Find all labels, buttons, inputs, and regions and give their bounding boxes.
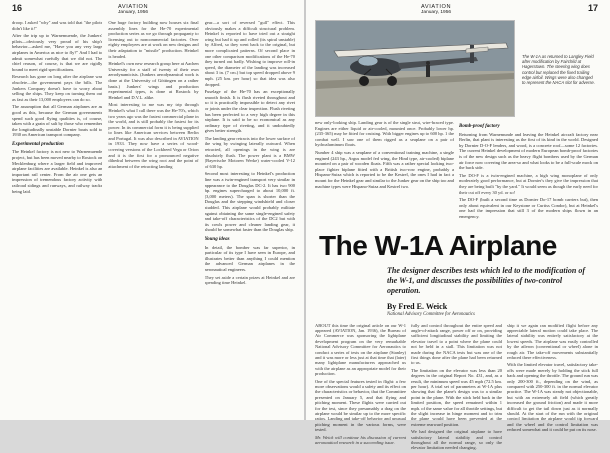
paragraph: Number 4 ship was a seaplane of a conventional training machine, a single engined (243 hp., Argus model fed wing, the Hind type, air-cooled) biplane mounted on a pair of wooden floats. Fifth was a rather special looking two-place fighter biplane fitted with a British two-row engine, probably a Hispano-Suiza which is reported to be the Kestrel, the ones I had in fact a mount for the Heinkel gear and similar to the Junker gear on the ship too and machine types were Hispano-Suiza and Kestrel two. — [315, 149, 454, 189]
left-page-header — [12, 4, 295, 20]
right-upper-column-2 — [459, 120, 598, 222]
left-column-2 — [108, 20, 198, 288]
paragraph: One huge factory building now houses six final assembly lines for the He-70 experimental production series as we go through propaganty to licensing out to noncommercial factories. Over eighty employees are at work on new designs and their adaptation to "missile" production. Heinkel is headed. — [108, 20, 199, 59]
paragraph: gear—a sort of reversed "gull" effect. This obviously makes a difficult structural problem. Heinkel is reported to have tried out a straight wing but had it up and rolled (its spiral unstable) by Alfred, so they went back to the original, but more complicated patterns. Of second place in one other comparison modifications of the He-70 they turned out badly. Wishing to improve roll-in speed, the diameter of the landing was increased about 3 in. (7 cm.) but top speed dropped above 9 mph. (25 km. per hour) so that idea was also dropped. — [204, 20, 295, 87]
paragraph: The DO-F is a twin-engined machine, a high wing monoplane of only moderately good performance, but at Dornier's they give the impression that they are being built "by the yard." It would seem as though the early need for their cut off every 30 yd. or so! — [459, 172, 598, 195]
body-column-3 — [507, 323, 598, 453]
right-magazine-title: AVIATION January, 1956 — [421, 4, 452, 15]
paragraph: ABOUT this time the original article on our W-1 appeared (AVIATION, Jan. 1936), the Bureau of Air Commerce was sponsoring the lightplane development program on the very remarkable National Advisory Committee for Aeronautics to conduct a series of tests on the airplane (Stanley) and it was more or less just at that time that (later) many lightplane manufacturers approached us with the airplane as an appropriate model for their production. — [315, 322, 406, 377]
left-column-3 — [205, 20, 295, 288]
paragraph: They set aside a certain prizes at Heinkel and are spending time Heinkel. — [204, 274, 295, 286]
body-column-2 — [411, 323, 502, 453]
article-body-columns — [315, 323, 598, 453]
w1a-airplane-illustration — [316, 21, 514, 116]
article-byline: By Fred E. Weick — [387, 301, 448, 311]
paragraph: With the limited elevator travel, satisfactory take-offs were made merely by holding the stick full back and opening the throttle. The ground run was only 200-300 ft., depending on the wind, as compared with 250-300 ft. in the normal elevator practice. The W-1A was steady not objectionable, but with an extremely aft field (which greatly increased the ground friction) and made it more difficult to get the tail down just as it normally should. At the start of the run with the original control limitation the airplane would tip forward and the wheel and the control limitation was reduced somewhat and it could be put on its nose. — [507, 362, 598, 433]
article-deck: The designer describes tests which led to the modification of the W-1, and discusses the possibilities of two-control operation. — [387, 265, 585, 295]
right-page — [305, 0, 610, 451]
paragraph: Fuselage of the He-70 has an exceptionally smooth finish. It is flush riveted throughout and so it is practically impossible to detect any rivet or joints under the clear inspection. Flush riveting has been perfected to a very high degree in this airplane. It is said to be so economical as any ordinary type of riveting, and it undoubtedly gives better strength. — [204, 89, 295, 134]
author-affiliation: National Advisory Committee for Aeronautics — [387, 311, 475, 317]
left-column-1 — [12, 20, 102, 288]
paragraph: One of the special features tested in flight: a few more observations would a safety and its effect on the characteristics or behavior, that the Committee presented on January 5, and that flying and pitching moment. These flights were carried out for the test, since they presumably a drag on the airplane would be similar up to the more specific ratios. Landing and take-off behavior and unusual pitching moment in the various forms, were tested. — [315, 378, 406, 433]
airplane-photo — [315, 20, 515, 117]
right-upper-columns — [315, 120, 598, 222]
section-heading: Experimental production — [12, 141, 64, 147]
paragraph: ship it we again ran modified flight before any appreciable lateral motion could take place. The lateral stability was entirely satisfactory at the lowest speeds. The airplane was easily controlled by the aileron (conventional or wheel) alone in rough air. The take-off movements substantially reduced there effectiveness. — [507, 322, 598, 360]
section-heading: Young ideas — [204, 236, 230, 242]
paragraph: Returning from Warnemunde and leaving the Heinkel aircraft factory near Berlin, that plant is interesting as the first of its kind in the world. Designed by Dornier D-O-F lenders, and wood, is a concrete roof—some 12 factories. The current Heinkel development of modern European bomb-proof factories is of the new design such as the heavy flight bombers used by the German air force now covering the area-so and what looks to be a full-scale mock on the back side. — [459, 131, 598, 171]
paragraph: fully and control throughout the entire speed and angle-of-attack range, power off or on, providing sufficient longitudinal stability and limiting the elevator travel to a point where the plane could not be held in a stall. This limitation was not made during the NACA tests but was one of the first things done after the plane had been returned to us. — [411, 322, 502, 366]
article-headline: The W-1A Airplane — [319, 229, 557, 261]
right-upper-column-1 — [315, 120, 454, 222]
paragraph: The Heinkel factory is not new to Warnemuende project, but has been moved nearby to Rostock on Mecklenburg where a larger field and improved airplane facilities are available. Heinkel is also an important rail center. From the air one gets an impression of tremendous factory activity with railroad sidings and runways, and railway tracks being laid. — [12, 149, 103, 194]
paragraph: droop. I asked "why" and was told that "the pilots didn't like it!" — [12, 20, 103, 31]
paragraph: Second most interesting to Heinkel's production line was a twin-engined transport very similar in appearance to the Douglas DC-2. It has two 900 hp. engines supercharged to about 10,000 ft. (3,000 meters). The span is shorter than the Douglas and the stepping windshield and closer studded. This airplane would probably militate against obtaining the same single-engined safety and take-off characteristics of the DC2 but with its cowls power and cleaner landing gear, it should be somewhat faster than the Douglas ship. — [204, 171, 295, 233]
paragraph: In detail, the bomber was far superior, in particular of its type I have seen in Europe, and illustrates better than anything I could mention the advanced German airplanes in the aeronautical engineers. — [204, 244, 295, 272]
section-heading: Bomb-proof factory — [459, 124, 500, 129]
paragraph: After the trip up to Warnemuende, the Junkers' pilots—obviously very proud of his ship's behavior—asked me, "Have you any very large airplanes in America as nice to fly?" And I had to admit somewhat ruefully that we did not. The chief reason, of course, is that we are rigidly bound to meet rigid specifications. — [12, 33, 103, 72]
paragraph: We had designed the original airplane to have satisfactory lateral stability and control throughout all the normal range, so only the elevator limitation needed changing. — [411, 429, 502, 451]
left-article-columns — [12, 20, 295, 288]
paragraph: The DO-F (built a second time as Dornier Do-17 bomb carriers but), then only about equivalent in our Keystone or Curtiss Condor), but at Heinkel's one had the impression that still 3 of the modern ships flown in an emergency. — [459, 197, 598, 219]
paragraph: Heinkel's own new research group here at Aachen University for a staff of twenty of their own aerodynamicists. (Junkers aerodynamical work is done at the University of Göttingen on a rather basis.) Junkers' wings and production experimental types, is done at Rostock by Heinkel and D.V.L. alike. — [108, 61, 199, 100]
photo-caption: The W-1A as returned to Langley Field after modification by Fairchild at Hagerstown. The steering wing does control but replaced the fixed trailing edge airfoil. Wings were also changed to represent the NACA slot for adverse. — [522, 54, 595, 86]
left-page — [0, 0, 305, 420]
left-magazine-title: AVIATION January, 1956 — [118, 4, 149, 15]
left-issue-date: January, 1956 — [118, 10, 149, 15]
editor-note: Mr. Weick will continue his discussion of current aeronautical research in a succeeding issue. — [315, 434, 406, 446]
right-issue-date: January, 1956 — [421, 10, 452, 15]
paragraph: The limitation on the elevator was less than 20 degrees in the original Report No. 431, and, as a result, the minimum speed was 45 mph (72.5 km. per hour). A trial set of parameters at W-1A plus showing that the plane's design was to a similar point in the plane. With the stick held back in the limited position, the speed remained within 1 mph. of the same value for all throttle settings, but the slight increase in hinge moment and to trim the plane would have been prevented at the extreme rearward position. — [411, 367, 502, 427]
body-column-1 — [315, 323, 406, 453]
paragraph: Most interesting to me was my trip through Heinkel's what I call there was the He-70's, which two years ago was the fastest commercial plane in the world, and is still probably the fastest for its power. In its commercial form it is being supplied to lines like American services between Berlin and Portugal. It was also described in AVIATION in 1933. They now have a series of wood-covering versions of the Lockheed Vega or Orion and it is the first for a pronounced negative dihedral between the wing root and the point of attachment of the retracting landing — [108, 102, 199, 169]
photo-block — [315, 20, 598, 120]
paragraph: The assumption that all German airplanes are as good as this, because the German governments spend such good flying qualities is, of course, taken with a grain of salt by those who remember the longitudinally unstable Dornier boats sold to 1930 on American transport company. — [12, 104, 103, 138]
paragraph: new only-looking ship. Landing gear is of the single strut, wire-braced type. Engines are either liquid or air-cooled, mounted once. Probably lower hp. (235-365) may be fitted for cruising. With bigger engines up to 600 hp. 1 the combat well. I saw one of them rigged as a seaplane on a pair of hydroaluminum floats. — [315, 120, 454, 148]
right-page-number: 17 — [587, 3, 598, 13]
left-page-number: 16 — [12, 3, 23, 13]
right-page-header — [315, 4, 598, 20]
paragraph: The landing gear retracts into the lower surface of the wing by swinging laterally outward. When retracted, all openings in the wing is are absolutely flush. The power plant is a BMW (Bayerische Motoren Werke) water-cooled V-12 of 630 hp. — [204, 135, 295, 169]
paragraph: Research has gone on long after the airplane was obsolete—the government pays the bills. The Junkers Company doesn't have to worry about selling the ships. They keep on turning them out as fast as their 13,000 employees can do so. — [12, 74, 103, 102]
